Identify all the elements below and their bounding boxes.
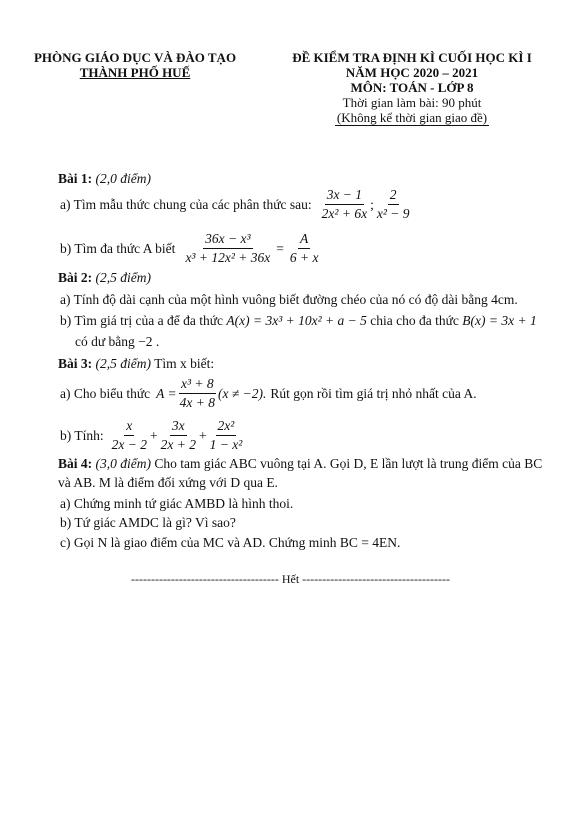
bai4-a-text: a) Chứng minh tứ giác AMBD là hình thoi.	[60, 496, 294, 511]
bai4-points: (3,0 điểm)	[95, 456, 151, 471]
bai1-b-fraction-1	[183, 231, 272, 266]
bai4-title: Bài 4:	[58, 456, 93, 471]
fraction-denominator: x³ + 12x² + 36x	[185, 250, 271, 265]
bai1-a-text: a) Tìm mẫu thức chung của các phân thức sau:	[60, 196, 312, 212]
department-name: PHÒNG GIÁO DỤC VÀ ĐÀO TẠO	[33, 50, 237, 65]
bai3-heading	[58, 356, 214, 372]
bai3-a-text2: Rút gọn rồi tìm giá trị nhỏ nhất của A.	[270, 385, 477, 401]
bai2-points: (2,5 điểm)	[95, 270, 151, 285]
bai3-points: (2,5 điểm)	[95, 356, 151, 371]
exam-note: (Không kể thời gian giao đề)	[336, 110, 488, 125]
department-header	[30, 50, 240, 80]
bai4-intro2: và AB. M là điểm đối xứng với D qua E.	[58, 475, 278, 490]
bai1-points: (2,0 điểm)	[95, 171, 151, 186]
equals-sign: =	[276, 240, 284, 256]
exam-title: ĐỀ KIỂM TRA ĐỊNH KÌ CUỐI HỌC KÌ I	[292, 50, 532, 65]
fraction-denominator: x² − 9	[376, 206, 410, 221]
bai1-heading	[58, 171, 151, 187]
bai3-b-fraction-3	[208, 418, 245, 453]
exam-header	[278, 50, 546, 126]
fraction-numerator: x	[124, 418, 134, 436]
fraction-denominator: 4x + 8	[179, 395, 216, 410]
fraction-numerator: 2x²	[216, 418, 237, 436]
fraction-denominator: 1 − x²	[209, 437, 243, 452]
fraction-numerator: A	[298, 231, 310, 249]
fraction-numerator: 2	[388, 187, 399, 205]
bai4-intro1: Cho tam giác ABC vuông tại A. Gọi D, E lần lượt là trung điểm của BC	[154, 456, 543, 471]
fraction-numerator: 3x	[170, 418, 187, 436]
fraction-numerator: 3x − 1	[325, 187, 364, 205]
bai2-b-text1: b) Tìm giá trị của a để đa thức	[60, 313, 224, 328]
bai3-b	[60, 418, 245, 453]
bai1-b	[60, 231, 321, 266]
bai3-title: Bài 3:	[58, 356, 93, 371]
plus-sign: +	[198, 427, 207, 443]
end-marker: ------------------------------------- Hết -------------------------------------	[130, 572, 451, 586]
fraction-denominator: 2x − 2	[111, 437, 147, 452]
bai2-a-text: a) Tính độ dài cạnh của một hình vuông biết đường chéo của nó có độ dài bằng 4cm.	[60, 292, 518, 307]
fraction-separator: ;	[370, 196, 374, 212]
bai2-title: Bài 2:	[58, 270, 93, 285]
exam-duration: Thời gian làm bài: 90 phút	[342, 95, 482, 110]
bai1-b-fraction-2	[288, 231, 321, 266]
bai4-b-text: b) Tứ giác AMDC là gì? Vì sao?	[60, 515, 236, 530]
bai3-a	[60, 376, 477, 411]
school-year: NĂM HỌC 2020 – 2021	[345, 65, 479, 80]
bai3-intro: Tìm x biết:	[154, 356, 215, 371]
bai1-title: Bài 1:	[58, 171, 93, 186]
bai3-a-text1: a) Cho biểu thức	[60, 385, 151, 401]
fraction-denominator: 6 + x	[289, 250, 319, 265]
bai4-heading	[58, 456, 542, 472]
fraction-denominator: 2x² + 6x	[321, 206, 368, 221]
bai2-b-text2: chia cho đa thức	[370, 313, 459, 328]
fraction-denominator: 2x + 2	[160, 437, 196, 452]
bai2-heading	[58, 270, 151, 286]
bai1-a-fraction-1	[320, 187, 369, 222]
bai2-b-line1	[60, 313, 537, 329]
subject-grade: MÔN: TOÁN - LỚP 8	[350, 80, 474, 95]
bai3-a-condition: (x ≠ −2).	[218, 385, 267, 401]
bai4-c-text: c) Gọi N là giao điểm của MC và AD. Chứng minh BC = 4EN.	[60, 535, 401, 550]
fraction-numerator: 36x − x³	[203, 231, 252, 249]
city-name: THÀNH PHỐ HUẾ	[79, 65, 191, 80]
polynomial-a: A(x) = 3x³ + 10x² + a − 5	[226, 313, 367, 328]
bai1-a-fraction-2	[375, 187, 412, 222]
bai3-a-fraction	[178, 376, 217, 411]
bai1-a	[60, 187, 413, 222]
polynomial-b: B(x) = 3x + 1	[462, 313, 537, 328]
bai3-b-fraction-1	[110, 418, 149, 453]
bai2-b-text3: có dư bằng −2 .	[75, 334, 160, 349]
bai3-a-lhs: A =	[156, 385, 177, 401]
plus-sign: +	[149, 427, 158, 443]
fraction-numerator: x³ + 8	[179, 376, 216, 394]
bai3-b-fraction-2	[159, 418, 198, 453]
bai3-b-text: b) Tính:	[60, 427, 104, 443]
bai1-b-text: b) Tìm đa thức A biết	[60, 240, 176, 256]
